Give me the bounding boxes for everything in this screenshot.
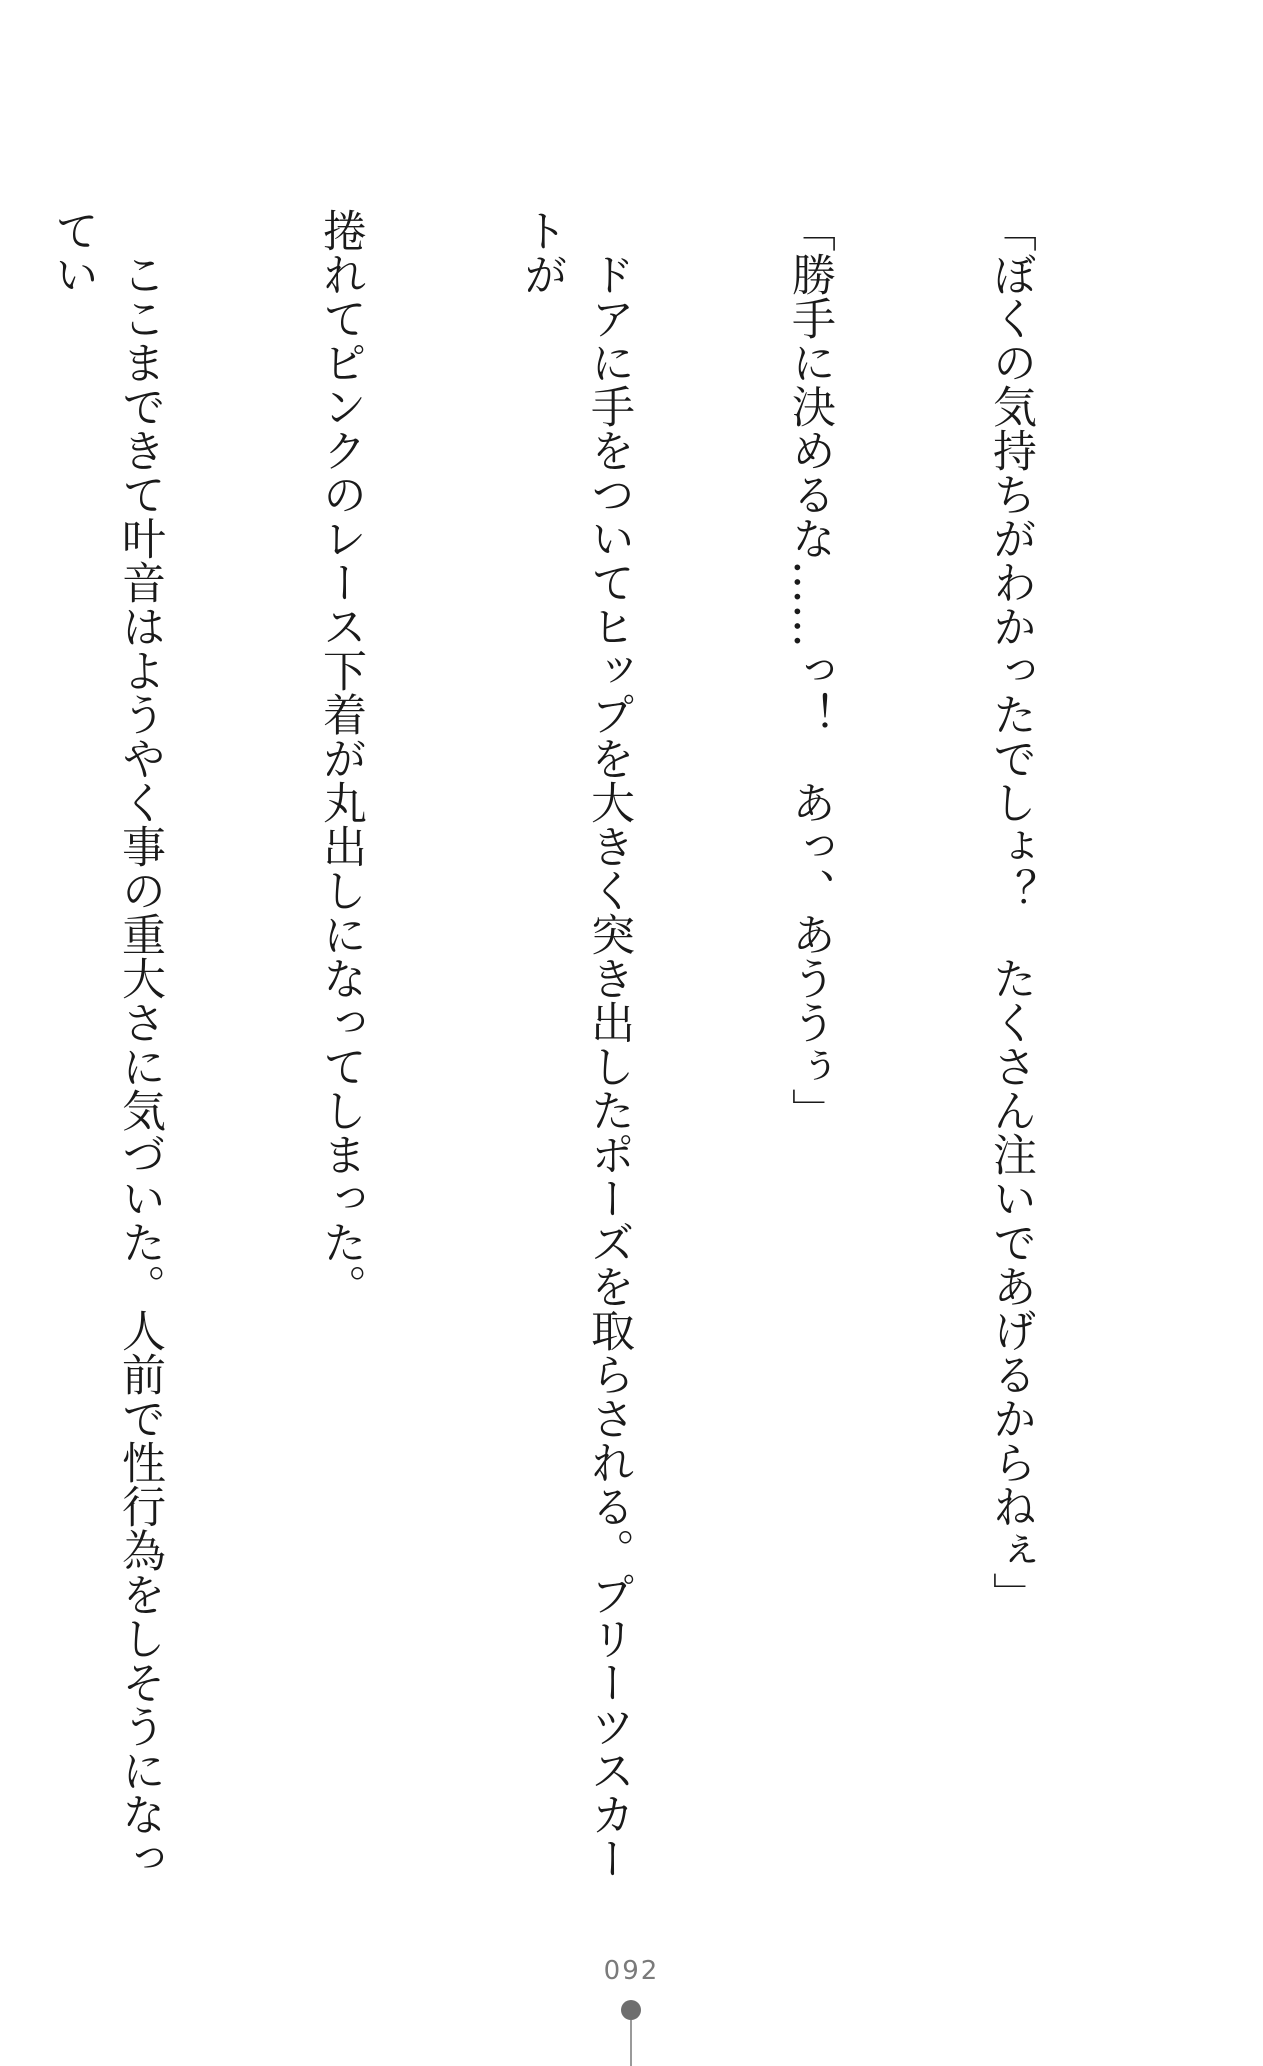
text-line: ドアに手をついてヒップを大きく突き出したポーズを取らされる。プリーツスカートが bbox=[516, 208, 634, 1880]
text-line: 「勝手に決めるな……っ！ あっ、あううぅ」 bbox=[784, 208, 835, 1132]
page-marker-line bbox=[630, 2020, 632, 2066]
text-line: ここまできて叶音はようやく事の重大さに気づいた。人前で性行為をしそうになってい bbox=[47, 208, 165, 1880]
vertical-text-body bbox=[0, 208, 1178, 1908]
page-number: 092 bbox=[603, 1956, 660, 1986]
text-line: 「ぼくの気持ちがわかったでしょ？ たくさん注いであげるからねぇ」 bbox=[985, 208, 1036, 1616]
text-line: 捲れてピンクのレース下着が丸出しになってしまった。 bbox=[315, 208, 366, 1308]
page-marker-dot-icon bbox=[621, 2000, 641, 2020]
